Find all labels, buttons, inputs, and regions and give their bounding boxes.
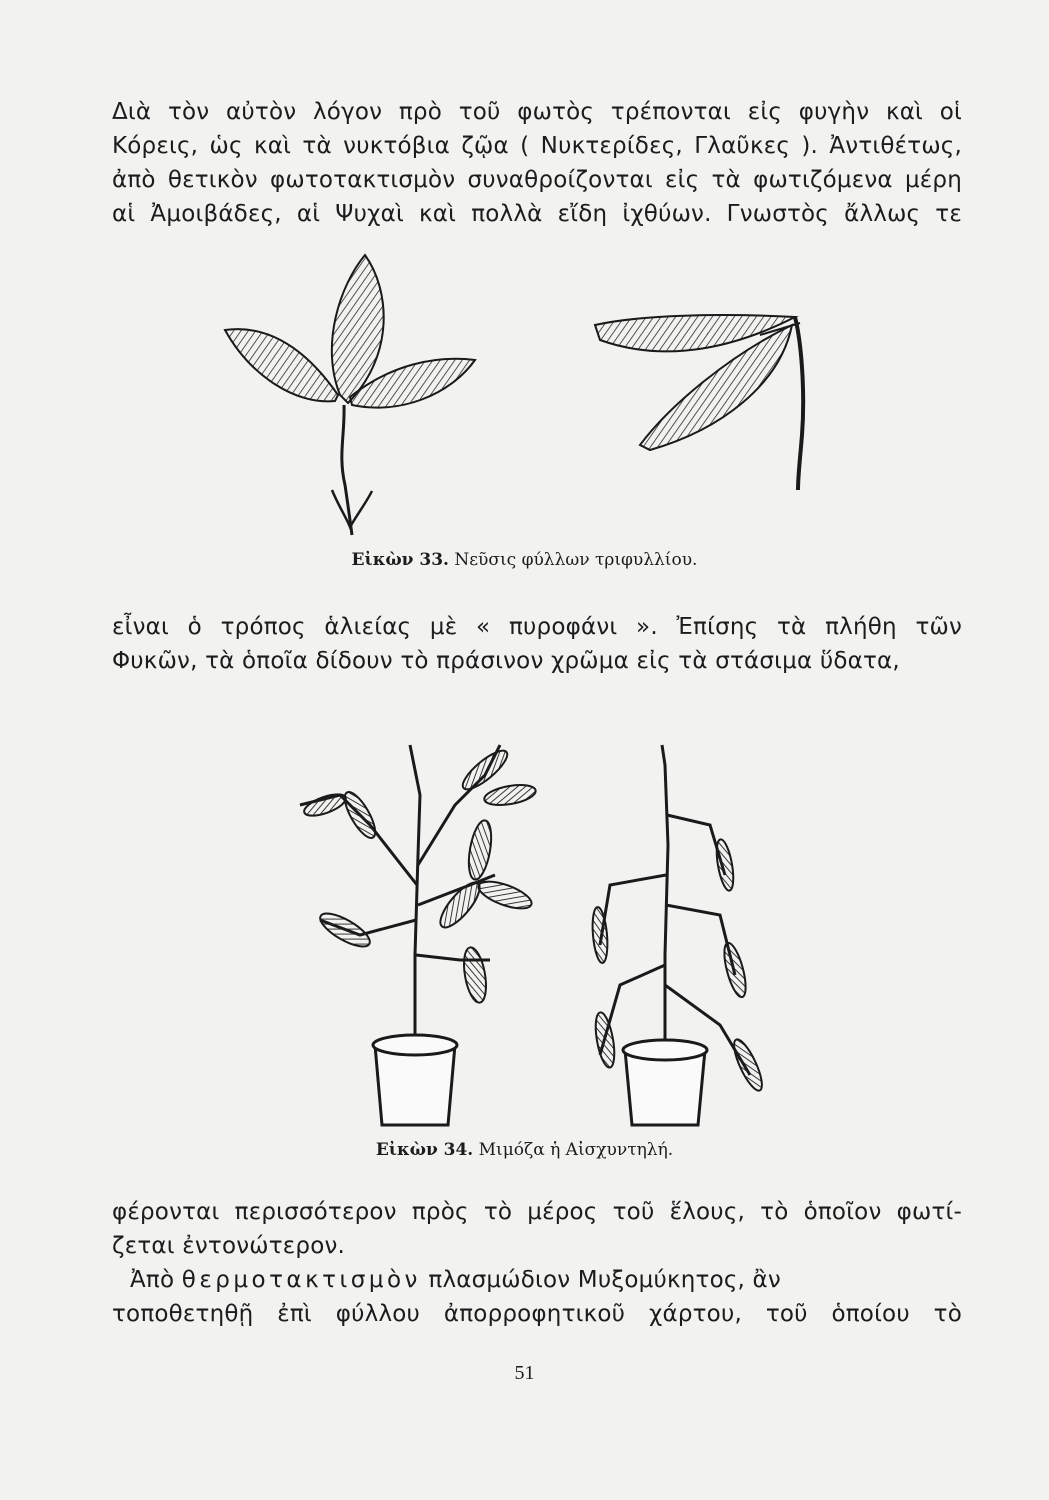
emphasized-term: θερμοτακτισμὸν bbox=[181, 1267, 421, 1293]
text-line: εἶναι ὁ τρόπος ἁλιείας μὲ « πυροφάνι ». Ἐπίσης τὰ πλήθη τῶν bbox=[112, 614, 962, 640]
text-line: αἱ Ἀμοιβάδες, αἱ Ψυχαὶ καὶ πολλὰ εἴδη ἰχθύων. Γνωστὸς ἄλλως τε bbox=[112, 201, 962, 227]
open-clover-leaf bbox=[225, 255, 475, 535]
figure-34-title: Μιμόζα ἡ Αἰσχυντηλή. bbox=[478, 1140, 674, 1160]
figure-34-number: Εἰκὼν 34. bbox=[375, 1140, 474, 1160]
text-line: ζεται ἐντονώτερον. bbox=[112, 1233, 346, 1259]
text-line: φέρονται περισσότερον πρὸς τὸ μέρος τοῦ ἕλους, τὸ ὁποῖον φωτί- bbox=[112, 1199, 962, 1225]
figure-33-title: Νεῦσις φύλλων τριφυλλίου. bbox=[454, 550, 698, 570]
text-line: ἀπὸ θετικὸν φωτοτακτισμὸν συναθροίζονται εἰς τὰ φωτιζόμενα μέρη bbox=[112, 167, 962, 193]
figure-33-caption bbox=[0, 550, 1049, 570]
top-paragraph bbox=[112, 95, 962, 231]
mimosa-drooping-plant bbox=[591, 745, 767, 1125]
folded-clover-leaf bbox=[595, 315, 803, 490]
text-line: Φυκῶν, τὰ ὁποῖα δίδουν τὸ πράσινον χρῶμα εἰς τὰ στάσιμα ὕδατα, bbox=[112, 648, 900, 674]
text-segment: Ἀπὸ bbox=[130, 1267, 182, 1293]
bottom-paragraph bbox=[112, 1195, 962, 1331]
page-number: 51 bbox=[514, 1362, 535, 1384]
middle-paragraph bbox=[112, 610, 962, 678]
figure-34-caption bbox=[0, 1140, 1049, 1160]
figure-33-number: Εἰκὼν 33. bbox=[351, 550, 449, 570]
mimosa-open-plant bbox=[300, 745, 537, 1125]
text-line: Διὰ τὸν αὐτὸν λόγον πρὸ τοῦ φωτὸς τρέπονται εἰς φυγὴν καὶ οἱ bbox=[112, 99, 962, 125]
clover-leaves-illustration bbox=[220, 245, 830, 545]
text-segment: πλασμώδιον Μυξομύκητος, ἂν bbox=[420, 1267, 781, 1293]
text-line bbox=[112, 1263, 962, 1297]
text-line: Κόρεις, ὡς καὶ τὰ νυκτόβια ζῷα ( Νυκτερίδες, Γλαῦκες ). Ἀντιθέτως, bbox=[112, 133, 962, 159]
text-line: τοποθετηθῇ ἐπὶ φύλλου ἀπορροφητικοῦ χάρτου, τοῦ ὁποίου τὸ bbox=[112, 1301, 962, 1327]
mimosa-plants-illustration bbox=[280, 735, 780, 1135]
